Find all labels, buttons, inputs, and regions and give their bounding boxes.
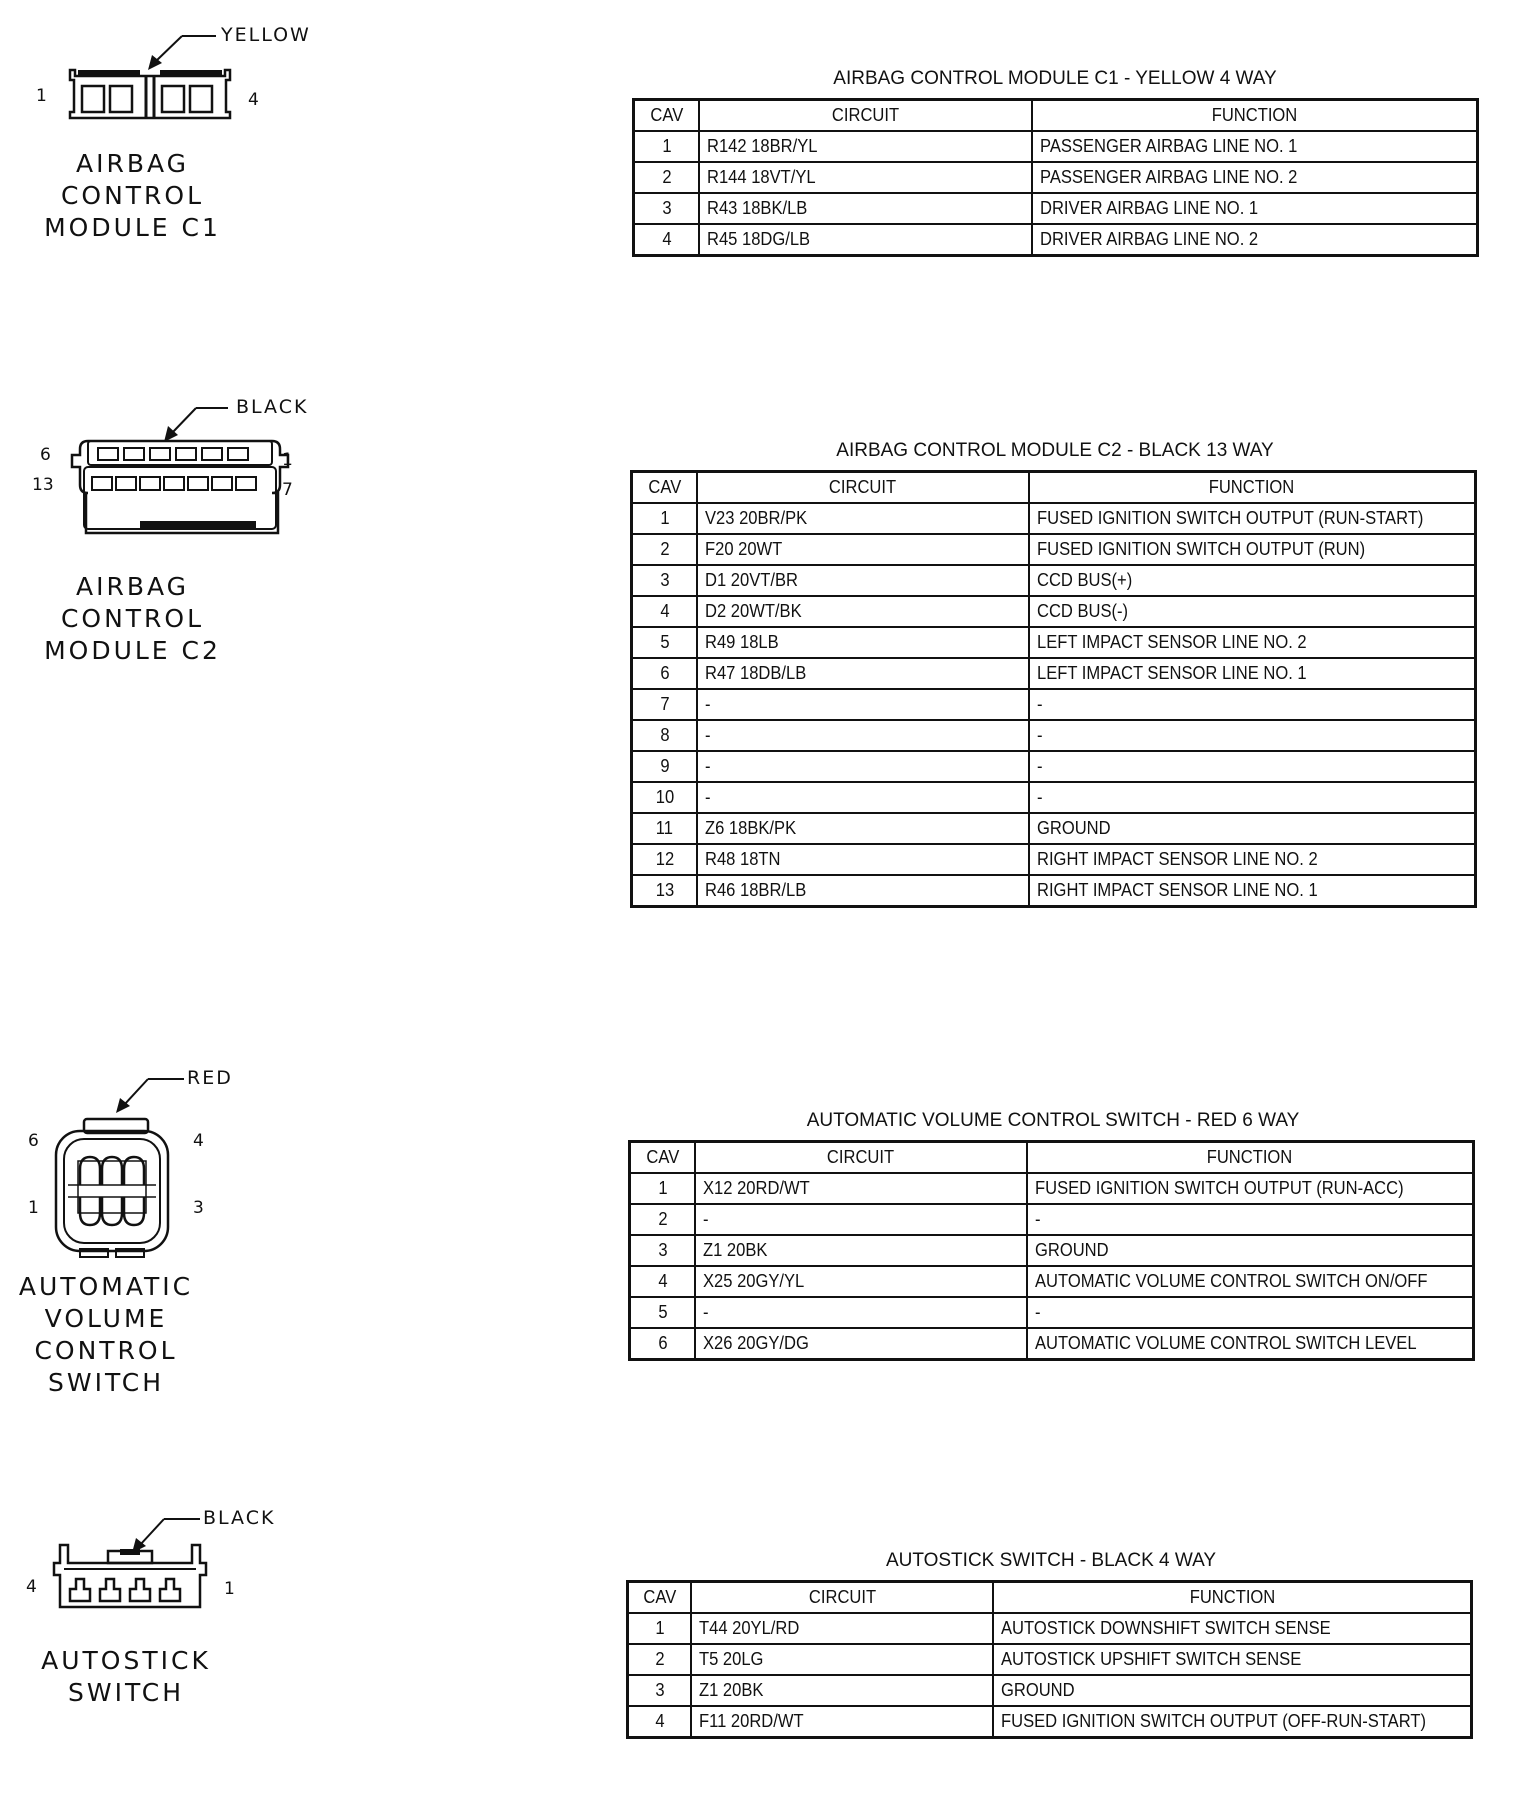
cell-function: - — [1027, 1297, 1474, 1328]
cell-circuit: F20 20WT — [697, 534, 1028, 565]
table-row — [634, 224, 1478, 256]
connector-avc-color-label: RED — [187, 1067, 233, 1089]
connector-c1-color-label: YELLOW — [221, 24, 311, 46]
cell-cav: 1 — [630, 1173, 696, 1204]
connector-avc-title — [0, 1271, 212, 1399]
connector-avc-pin-bottom-right: 3 — [193, 1198, 204, 1218]
cell-circuit: R43 18BK/LB — [699, 193, 1031, 224]
table-row — [632, 689, 1476, 720]
cell-function: - — [1029, 689, 1476, 720]
cell-circuit: R46 18BR/LB — [697, 875, 1028, 907]
header-circuit: CIRCUIT — [699, 100, 1031, 132]
connector-c1-title — [0, 148, 265, 244]
connector-c2-diagram — [0, 395, 400, 665]
cell-cav: 1 — [628, 1613, 692, 1644]
connector-avc-pin-top-left: 6 — [28, 1131, 39, 1151]
connector-c1-pin-left: 1 — [36, 86, 47, 106]
cell-circuit: R49 18LB — [697, 627, 1028, 658]
table-c2-title: AIRBAG CONTROL MODULE C2 - BLACK 13 WAY — [836, 440, 1274, 461]
table-avc-title: AUTOMATIC VOLUME CONTROL SWITCH - RED 6 WAY — [806, 1110, 1300, 1131]
cell-circuit: Z6 18BK/PK — [697, 813, 1028, 844]
table-row — [632, 565, 1476, 596]
header-function: FUNCTION — [1029, 472, 1476, 504]
connector-c1-title-line: AIRBAG CONTROL — [60, 149, 205, 210]
connector-c1-title-line: MODULE C1 — [44, 213, 221, 242]
cell-function: - — [1027, 1204, 1474, 1235]
table-row — [634, 131, 1478, 162]
table-row — [632, 844, 1476, 875]
cell-cav: 3 — [628, 1675, 692, 1706]
cell-function: GROUND — [1029, 813, 1476, 844]
connector-avc-pin-bottom-left: 1 — [28, 1198, 39, 1218]
cell-circuit: X26 20GY/DG — [695, 1328, 1026, 1360]
table-row — [630, 1297, 1474, 1328]
header-function: FUNCTION — [1032, 100, 1478, 132]
cell-cav: 11 — [632, 813, 698, 844]
cell-cav: 2 — [634, 162, 700, 193]
cell-function: CCD BUS(+) — [1029, 565, 1476, 596]
table-row — [628, 1613, 1472, 1644]
cell-circuit: - — [697, 720, 1028, 751]
table-row — [632, 503, 1476, 534]
table-c1 — [632, 98, 1479, 257]
table-header-row — [634, 100, 1478, 132]
table-header-row — [630, 1142, 1474, 1174]
cell-circuit: T5 20LG — [691, 1644, 993, 1675]
cell-cav: 5 — [630, 1297, 696, 1328]
cell-function: GROUND — [993, 1675, 1472, 1706]
table-row — [632, 875, 1476, 907]
cell-function: - — [1029, 720, 1476, 751]
cell-circuit: X25 20GY/YL — [695, 1266, 1026, 1297]
table-row — [630, 1173, 1474, 1204]
table-avc — [628, 1140, 1475, 1361]
cell-function: AUTOMATIC VOLUME CONTROL SWITCH LEVEL — [1027, 1328, 1474, 1360]
connector-avc-diagram — [0, 1065, 400, 1405]
table-auto — [626, 1580, 1473, 1739]
table-auto-title: AUTOSTICK SWITCH - BLACK 4 WAY — [885, 1550, 1217, 1571]
connector-avc-title-line: CONTROL — [34, 1336, 178, 1365]
connector-c2-title — [0, 571, 265, 667]
cell-cav: 2 — [630, 1204, 696, 1235]
cell-function: LEFT IMPACT SENSOR LINE NO. 1 — [1029, 658, 1476, 689]
table-row — [632, 813, 1476, 844]
cell-cav: 1 — [634, 131, 700, 162]
cell-function: RIGHT IMPACT SENSOR LINE NO. 1 — [1029, 875, 1476, 907]
cell-circuit: - — [695, 1297, 1026, 1328]
cell-circuit: Z1 20BK — [695, 1235, 1026, 1266]
cell-circuit: Z1 20BK — [691, 1675, 993, 1706]
header-cav: CAV — [632, 472, 698, 504]
cell-circuit: F11 20RD/WT — [691, 1706, 993, 1738]
cell-circuit: R47 18DB/LB — [697, 658, 1028, 689]
cell-cav: 10 — [632, 782, 698, 813]
connector-auto-title — [0, 1645, 252, 1709]
header-circuit: CIRCUIT — [691, 1582, 993, 1614]
connector-avc-pin-top-right: 4 — [193, 1131, 204, 1151]
cell-function: - — [1029, 782, 1476, 813]
table-row — [634, 162, 1478, 193]
cell-cav: 4 — [634, 224, 700, 256]
connector-auto-title-line: AUTOSTICK — [41, 1646, 211, 1675]
table-row — [632, 596, 1476, 627]
cell-circuit: D2 20WT/BK — [697, 596, 1028, 627]
connector-c2-pin-bottom-right: 7 — [282, 480, 293, 500]
cell-cav: 12 — [632, 844, 698, 875]
cell-function: CCD BUS(-) — [1029, 596, 1476, 627]
cell-circuit: X12 20RD/WT — [695, 1173, 1026, 1204]
table-c1-title: AIRBAG CONTROL MODULE C1 - YELLOW 4 WAY — [833, 68, 1277, 89]
connector-auto-title-line: SWITCH — [67, 1678, 185, 1707]
connector-c2-pin-bottom-left: 13 — [32, 475, 54, 495]
cell-circuit: R142 18BR/YL — [699, 131, 1031, 162]
connector-avc-title-line: VOLUME — [44, 1304, 168, 1333]
table-row — [632, 782, 1476, 813]
cell-cav: 6 — [632, 658, 698, 689]
cell-circuit: D1 20VT/BR — [697, 565, 1028, 596]
cell-circuit: - — [697, 782, 1028, 813]
cell-function: GROUND — [1027, 1235, 1474, 1266]
cell-cav: 1 — [632, 503, 698, 534]
cell-function: DRIVER AIRBAG LINE NO. 1 — [1032, 193, 1478, 224]
table-row — [630, 1266, 1474, 1297]
connector-c1-diagram — [0, 0, 400, 242]
cell-cav: 7 — [632, 689, 698, 720]
cell-cav: 4 — [628, 1706, 692, 1738]
cell-cav: 8 — [632, 720, 698, 751]
cell-circuit: - — [695, 1204, 1026, 1235]
cell-cav: 4 — [632, 596, 698, 627]
connector-auto-pin-right: 1 — [224, 1579, 235, 1599]
table-header-row — [628, 1582, 1472, 1614]
cell-cav: 3 — [630, 1235, 696, 1266]
header-cav: CAV — [630, 1142, 696, 1174]
header-circuit: CIRCUIT — [697, 472, 1028, 504]
cell-function: DRIVER AIRBAG LINE NO. 2 — [1032, 224, 1478, 256]
cell-circuit: R45 18DG/LB — [699, 224, 1031, 256]
cell-cav: 2 — [628, 1644, 692, 1675]
cell-function: LEFT IMPACT SENSOR LINE NO. 2 — [1029, 627, 1476, 658]
cell-cav: 6 — [630, 1328, 696, 1360]
table-row — [632, 720, 1476, 751]
cell-cav: 3 — [632, 565, 698, 596]
table-row — [634, 193, 1478, 224]
table-header-row — [632, 472, 1476, 504]
table-row — [628, 1675, 1472, 1706]
connector-avc-title-line: SWITCH — [47, 1368, 165, 1397]
connector-c2-pin-top-left: 6 — [40, 445, 51, 465]
cell-function: - — [1029, 751, 1476, 782]
cell-cav: 9 — [632, 751, 698, 782]
cell-function: AUTOSTICK UPSHIFT SWITCH SENSE — [993, 1644, 1472, 1675]
connector-auto-diagram — [0, 1505, 400, 1725]
table-c2 — [630, 470, 1477, 908]
cell-circuit: - — [697, 689, 1028, 720]
cell-function: FUSED IGNITION SWITCH OUTPUT (RUN-ACC) — [1027, 1173, 1474, 1204]
cell-function: FUSED IGNITION SWITCH OUTPUT (RUN-START) — [1029, 503, 1476, 534]
cell-function: PASSENGER AIRBAG LINE NO. 2 — [1032, 162, 1478, 193]
connector-auto-pin-left: 4 — [26, 1577, 37, 1597]
table-row — [632, 751, 1476, 782]
cell-function: AUTOMATIC VOLUME CONTROL SWITCH ON/OFF — [1027, 1266, 1474, 1297]
header-cav: CAV — [628, 1582, 692, 1614]
cell-function: FUSED IGNITION SWITCH OUTPUT (RUN) — [1029, 534, 1476, 565]
cell-function: PASSENGER AIRBAG LINE NO. 1 — [1032, 131, 1478, 162]
cell-circuit: - — [697, 751, 1028, 782]
connector-c2-color-label: BLACK — [236, 396, 309, 418]
table-row — [630, 1235, 1474, 1266]
cell-circuit: T44 20YL/RD — [691, 1613, 993, 1644]
table-row — [628, 1706, 1472, 1738]
header-function: FUNCTION — [993, 1582, 1472, 1614]
connector-c2-title-line: AIRBAG CONTROL — [60, 572, 205, 633]
cell-function: FUSED IGNITION SWITCH OUTPUT (OFF-RUN-START) — [993, 1706, 1472, 1738]
connector-c2-pin-top-right: 1 — [282, 450, 293, 470]
cell-circuit: R48 18TN — [697, 844, 1028, 875]
cell-function: AUTOSTICK DOWNSHIFT SWITCH SENSE — [993, 1613, 1472, 1644]
connector-avc-title-line: AUTOMATIC — [18, 1272, 194, 1301]
table-row — [630, 1328, 1474, 1360]
table-row — [632, 627, 1476, 658]
cell-cav: 3 — [634, 193, 700, 224]
connector-auto-color-label: BLACK — [203, 1507, 276, 1529]
table-row — [632, 534, 1476, 565]
header-cav: CAV — [634, 100, 700, 132]
table-row — [628, 1644, 1472, 1675]
cell-cav: 5 — [632, 627, 698, 658]
table-row — [630, 1204, 1474, 1235]
cell-circuit: R144 18VT/YL — [699, 162, 1031, 193]
cell-cav: 2 — [632, 534, 698, 565]
connector-c1-pin-right: 4 — [248, 90, 259, 110]
header-function: FUNCTION — [1027, 1142, 1474, 1174]
connector-c2-title-line: MODULE C2 — [44, 636, 221, 665]
header-circuit: CIRCUIT — [695, 1142, 1026, 1174]
cell-cav: 4 — [630, 1266, 696, 1297]
cell-circuit: V23 20BR/PK — [697, 503, 1028, 534]
cell-cav: 13 — [632, 875, 698, 907]
table-row — [632, 658, 1476, 689]
cell-function: RIGHT IMPACT SENSOR LINE NO. 2 — [1029, 844, 1476, 875]
